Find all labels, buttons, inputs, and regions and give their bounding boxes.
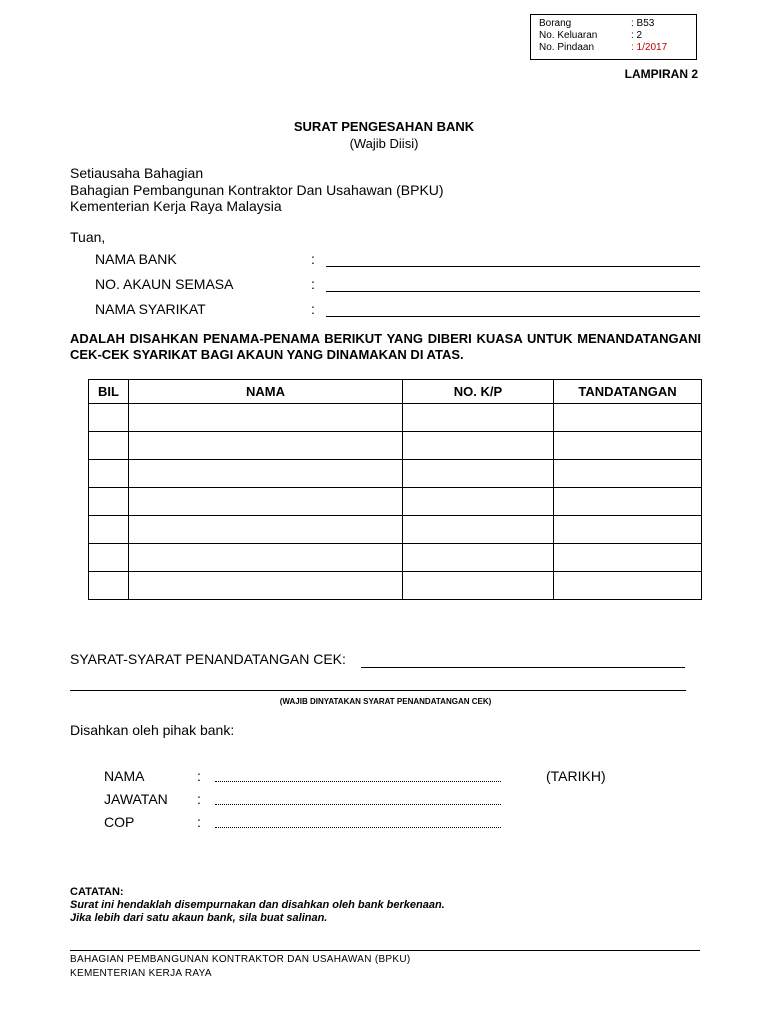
info-row-borang	[539, 18, 696, 30]
cell-tandatangan[interactable]	[554, 516, 702, 544]
notes-line: Surat ini hendaklah disempurnakan dan disahkan oleh bank berkenaan.	[70, 899, 445, 911]
info-value: : B53	[631, 18, 655, 29]
document-subtitle: (Wajib Diisi)	[349, 136, 419, 151]
cell-bil[interactable]	[89, 460, 129, 488]
notes-title: CATATAN:	[70, 886, 124, 898]
cell-nokp[interactable]	[403, 432, 554, 460]
cell-nokp[interactable]	[403, 544, 554, 572]
cell-bil[interactable]	[89, 432, 129, 460]
cell-tandatangan[interactable]	[554, 544, 702, 572]
info-row-pindaan	[539, 42, 696, 54]
cell-bil[interactable]	[89, 544, 129, 572]
bank-field-colon: :	[197, 768, 201, 784]
cell-nama[interactable]	[129, 516, 403, 544]
bank-field-colon: :	[197, 814, 201, 830]
table-row	[89, 432, 702, 460]
cell-nokp[interactable]	[403, 488, 554, 516]
bank-field-colon: :	[197, 791, 201, 807]
footer-department: BAHAGIAN PEMBANGUNAN KONTRAKTOR DAN USAHAWAN (BPKU)	[70, 954, 411, 965]
footer-ministry: KEMENTERIAN KERJA RAYA	[70, 968, 212, 979]
account-number-line[interactable]	[326, 291, 700, 292]
header-tandatangan: TANDATANGAN	[554, 380, 702, 404]
cell-nokp[interactable]	[403, 572, 554, 600]
cell-nama[interactable]	[129, 544, 403, 572]
table-row	[89, 572, 702, 600]
table-row	[89, 544, 702, 572]
bank-officer-position-line[interactable]	[215, 804, 501, 805]
header-bil: BIL	[89, 380, 129, 404]
company-name-line[interactable]	[326, 316, 700, 317]
bank-name-line[interactable]	[326, 266, 700, 267]
footer-divider	[70, 950, 700, 951]
cell-nama[interactable]	[129, 488, 403, 516]
cell-nama[interactable]	[129, 572, 403, 600]
signatory-table	[88, 379, 702, 600]
info-row-keluaran	[539, 30, 696, 42]
table-header-row	[89, 380, 702, 404]
field-colon: :	[311, 301, 315, 317]
date-label: (TARIKH)	[546, 768, 606, 784]
field-colon: :	[311, 276, 315, 292]
document-title: SURAT PENGESAHAN BANK	[293, 119, 475, 134]
cell-tandatangan[interactable]	[554, 460, 702, 488]
info-key: Borang	[539, 18, 572, 29]
address-line: Setiausaha Bahagian	[70, 165, 204, 181]
address-line: Kementerian Kerja Raya Malaysia	[70, 198, 282, 214]
bank-confirmation-label: Disahkan oleh pihak bank:	[70, 722, 235, 738]
notes-line: Jika lebih dari satu akaun bank, sila buat salinan.	[70, 912, 328, 924]
table-row	[89, 460, 702, 488]
conditions-line[interactable]	[70, 690, 686, 691]
bank-stamp-line[interactable]	[215, 827, 501, 828]
info-value: : 2	[631, 30, 643, 41]
field-colon: :	[311, 251, 315, 267]
cell-tandatangan[interactable]	[554, 432, 702, 460]
table-row	[89, 488, 702, 516]
conditions-line[interactable]	[361, 667, 685, 668]
declaration-text: ADALAH DISAHKAN PENAMA-PENAMA BERIKUT YANG DIBERI KUASA UNTUK MENANDATANGANI CEK-CEK SYARIKAT BAGI AKAUN YANG DINAMAKAN DI ATAS.	[70, 331, 701, 362]
bank-field-label-cop: COP	[104, 814, 135, 830]
bank-field-label-nama: NAMA	[104, 768, 145, 784]
cell-bil[interactable]	[89, 404, 129, 432]
salutation: Tuan,	[70, 229, 106, 245]
cell-tandatangan[interactable]	[554, 404, 702, 432]
cell-tandatangan[interactable]	[554, 488, 702, 516]
info-key: No. Keluaran	[539, 30, 598, 41]
bank-officer-name-line[interactable]	[215, 781, 501, 782]
header-nokp: NO. K/P	[403, 380, 554, 404]
cell-bil[interactable]	[89, 572, 129, 600]
table-row	[89, 516, 702, 544]
cell-nokp[interactable]	[403, 516, 554, 544]
attachment-label: LAMPIRAN 2	[624, 67, 698, 81]
cell-bil[interactable]	[89, 488, 129, 516]
field-label-account: NO. AKAUN SEMASA	[95, 276, 234, 292]
cell-nama[interactable]	[129, 460, 403, 488]
field-label-company: NAMA SYARIKAT	[95, 301, 206, 317]
conditions-note: (WAJIB DINYATAKAN SYARAT PENANDATANGAN CEK)	[279, 697, 492, 706]
conditions-label: SYARAT-SYARAT PENANDATANGAN CEK:	[70, 651, 346, 667]
field-label-bank: NAMA BANK	[95, 251, 177, 267]
cell-nokp[interactable]	[403, 404, 554, 432]
cell-bil[interactable]	[89, 516, 129, 544]
cell-tandatangan[interactable]	[554, 572, 702, 600]
info-value: : 1/2017	[631, 42, 668, 53]
header-nama: NAMA	[129, 380, 403, 404]
info-key: No. Pindaan	[539, 42, 595, 53]
form-info-box	[530, 14, 697, 60]
address-line: Bahagian Pembangunan Kontraktor Dan Usahawan (BPKU)	[70, 182, 444, 198]
cell-nokp[interactable]	[403, 460, 554, 488]
cell-nama[interactable]	[129, 432, 403, 460]
table-row	[89, 404, 702, 432]
bank-field-label-jawatan: JAWATAN	[104, 791, 168, 807]
cell-nama[interactable]	[129, 404, 403, 432]
